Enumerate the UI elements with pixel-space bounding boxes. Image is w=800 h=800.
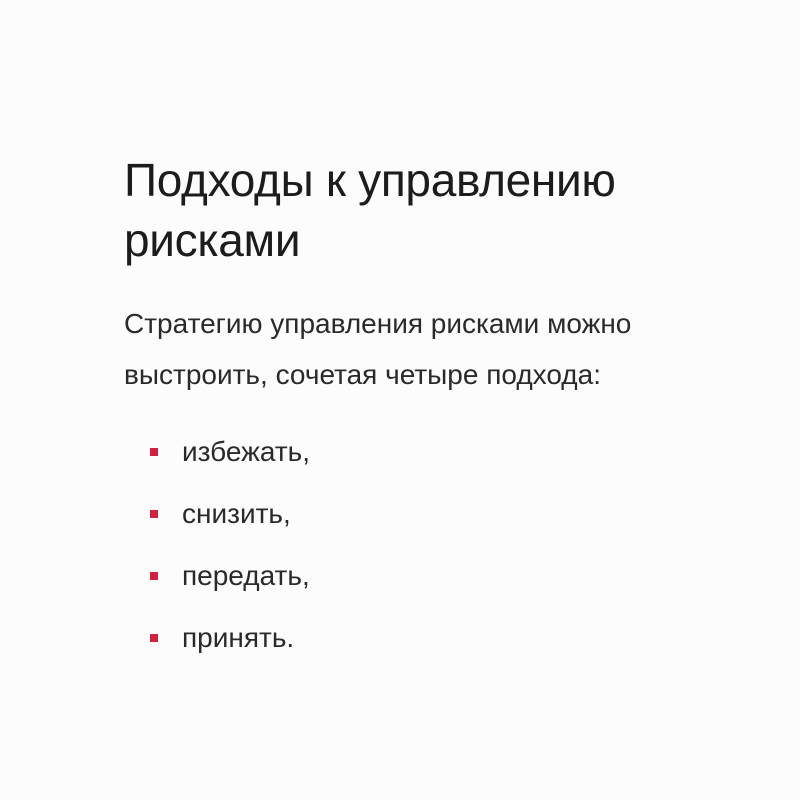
bullet-square-icon xyxy=(150,572,158,580)
list-item xyxy=(150,483,310,545)
list-item-label: принять. xyxy=(182,622,295,653)
list-item xyxy=(150,545,310,607)
list-item-label: снизить, xyxy=(182,498,291,529)
page-title: Подходы к управлению рисками xyxy=(124,154,616,266)
bullet-square-icon xyxy=(150,448,158,456)
list-item-label: передать, xyxy=(182,560,310,591)
approaches-list xyxy=(150,421,310,669)
list-item-label: избежать, xyxy=(182,436,311,467)
bullet-square-icon xyxy=(150,510,158,518)
list-item xyxy=(150,607,310,669)
list-item xyxy=(150,421,310,483)
intro-paragraph: Стратегию управления рисками можно выстроить, сочетая четыре подхода: xyxy=(124,308,632,390)
bullet-square-icon xyxy=(150,634,158,642)
